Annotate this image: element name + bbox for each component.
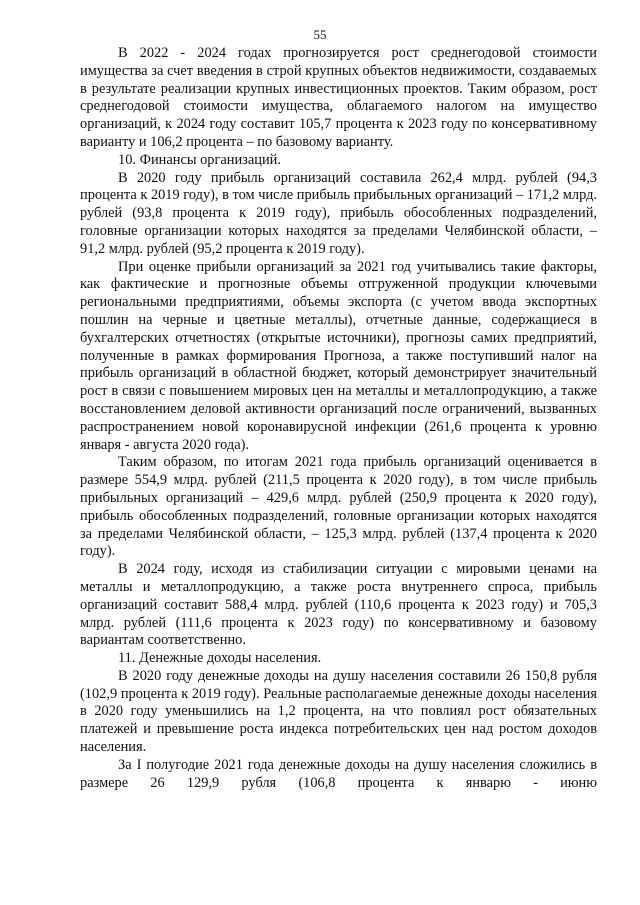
document-body [80, 45, 597, 792]
page-number: 55 [313, 27, 327, 42]
paragraph-profit-2021: Таким образом, по итогам 2021 года прибыль организаций оценивается в размере 554,9 млрд. рублей (211,5 процента к 2020 году), в том числе прибыль прибыльных организаций – 429,6 млрд. рублей (250,9 процента к 2020 году), прибыль обособленных подразделений, головные организации которых находятся за пределами Челябинской области, – 125,3 млрд. рублей (137,4 процента к 2020 году). [80, 454, 597, 560]
paragraph-income-2020: В 2020 году денежные доходы на душу населения составили 26 150,8 рубля (102,9 процента к 2019 году). Реальные располагаемые денежные доходы населения в 2020 году уменьшились на 1,2 процента, на что повлиял рост обязательных платежей и превышение роста индекса потребительских цен над ростом доходов населения. [80, 667, 597, 756]
section-heading-finances: 10. Финансы организаций. [118, 151, 281, 168]
paragraph-profit-2020: В 2020 году прибыль организаций составила 262,4 млрд. рублей (94,3 процента к 2019 году), в том числе прибыль прибыльных организаций – 171,2 млрд. рублей (93,8 процента к 2019 году), прибыль обособленных подразделений, головные организации которых находятся за пределами Челябинской области, – 91,2 млрд. рублей (95,2 процента к 2019 году). [80, 169, 598, 257]
paragraph-property-value-forecast: В 2022 - 2024 годах прогнозируется рост среднегодовой стоимости имущества за счет введения в строй крупных объектов недвижимости, создаваемых в результате реализации крупных инвестиционных проектов. Таким образом, рост среднегодовой стоимости имущества, облагаемого налогом на имущество организаций, к 2024 году составит 105,7 процента к 2023 году по консервативному варианту и 106,2 процента – по базовому варианту. [80, 45, 597, 150]
paragraph-income-2021-h1: За I полугодие 2021 года денежные доходы на душу населения сложились в размере 26 129,9 рубля (106,8 процента к январю - июню [80, 756, 597, 791]
paragraph-profit-estimate-factors: При оценке прибыли организаций за 2021 год учитывались такие факторы, как фактические и прогнозные объемы отгруженной продукции ключевыми региональными предприятиями, объемы экспорта (с учетом ввода экспортных пошлин на черные и цветные металлы), отчетные данные, содержащиеся в бухгалтерских отчетностях (открытые источники), прогнозы самих предприятий, полученные в рамках формирования Прогноза, а также поступивший налог на прибыль организаций в областной бюджет, который демонстрирует значительный рост в связи с повышением мировых цен на металлы и металлопродукцию, а также восстановлением деловой активности организаций после ограничений, вызванных распространением новой коронавирусной инфекции (261,6 процента к уровню января - августа 2020 года). [80, 258, 597, 453]
section-heading-income: 11. Денежные доходы населения. [118, 650, 322, 667]
paragraph-profit-2024: В 2024 году, исходя из стабилизации ситуации с мировыми ценами на металлы и металлопродукцию, а также роста внутреннего спроса, прибыль организаций составит 588,4 млрд. рублей (110,6 процента к 2023 году) и 705,3 млрд. рублей (111,6 процента к 2023 году) по консервативному и базовому вариантам соответственно. [80, 561, 597, 649]
